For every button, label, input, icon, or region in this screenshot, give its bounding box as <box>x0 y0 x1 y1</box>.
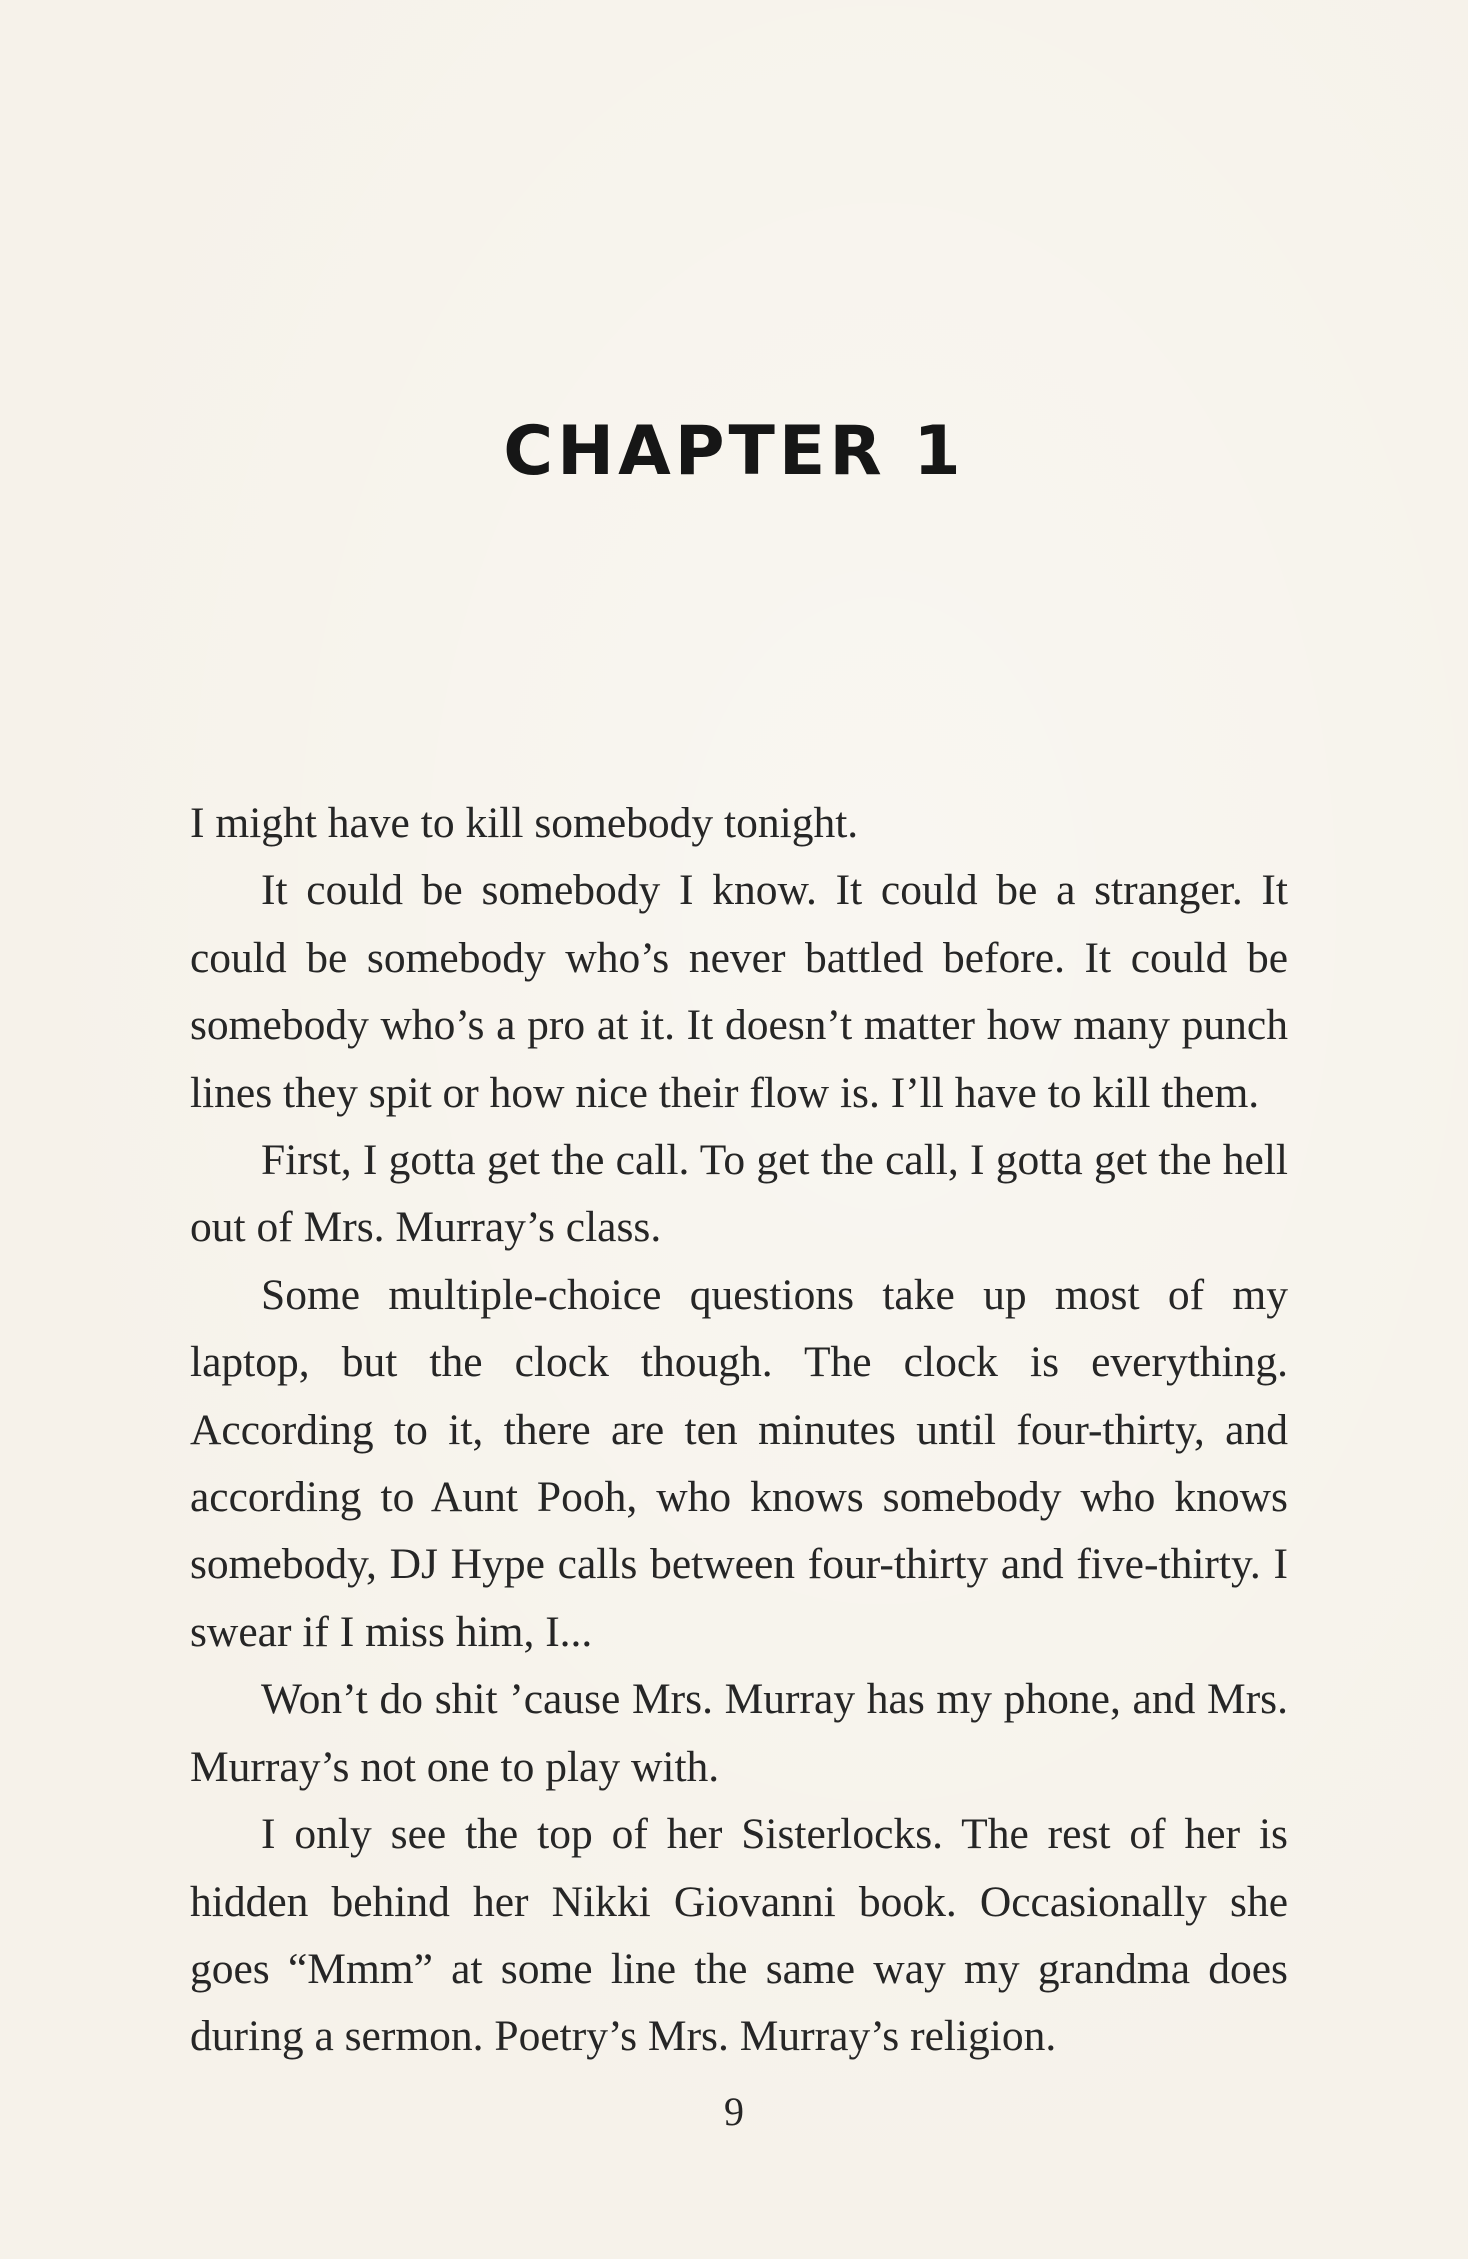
paragraph: First, I gotta get the call. To get the call, I gotta get the hell out of Mrs. Murray’s class. <box>190 1136 1288 1252</box>
chapter-title: CHAPTER 1 <box>503 412 965 491</box>
paragraph: Some multiple-choice questions take up most of my laptop, but the clock though. The clock is everything. According to it, there are ten minutes until four-thirty, and according to Aunt Pooh, who knows somebody who knows somebody, DJ Hype calls between four-thirty and five-thirty. I swear if I miss him, I... <box>190 1270 1288 1656</box>
paragraph: Won’t do shit ’cause Mrs. Murray has my phone, and Mrs. Murray’s not one to play with. <box>190 1675 1288 1791</box>
page-number: 9 <box>724 2089 744 2134</box>
paragraph: I only see the top of her Sisterlocks. The rest of her is hidden behind her Nikki Giovanni book. Occasionally she goes “Mmm” at some line the same way my grandma does during a sermon. Poetry’s Mrs. Murray’s religion. <box>190 1810 1288 2061</box>
paragraph: I might have to kill somebody tonight. <box>190 799 859 847</box>
chapter-body <box>190 790 1288 2071</box>
paragraph: It could be somebody I know. It could be a stranger. It could be somebody who’s never battled before. It could be somebody who’s a pro at it. It doesn’t matter how many punch lines they spit or how nice their flow is. I’ll have to kill them. <box>190 866 1288 1117</box>
